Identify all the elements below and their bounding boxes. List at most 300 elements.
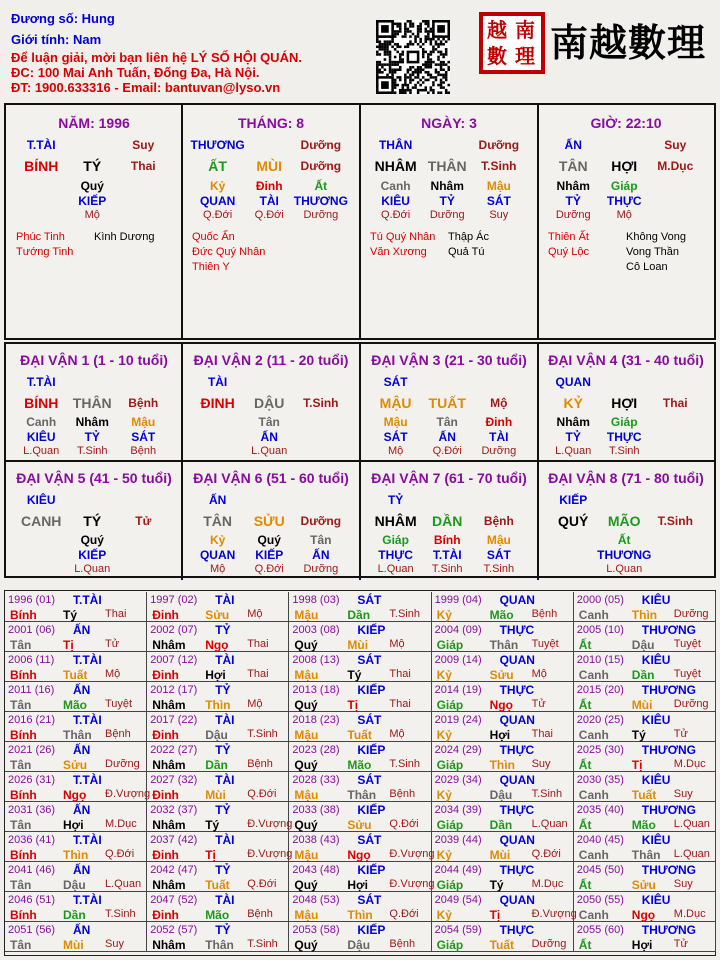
dai-van-3	[360, 344, 538, 462]
year-cell	[574, 922, 716, 952]
year-label: 1997 (02)	[150, 594, 198, 606]
year-label: 2021 (26)	[8, 744, 56, 756]
year-stem: Bính	[10, 788, 37, 802]
dai-van-hidden: Dưỡng	[481, 445, 517, 457]
year-branch: Dậu	[631, 638, 655, 652]
year-cell	[432, 802, 574, 832]
year-label: 2004 (09)	[434, 624, 482, 636]
year-branch: Tý	[347, 668, 362, 682]
dai-van-branch: SỬU	[253, 513, 285, 529]
year-label: 2028 (33)	[292, 774, 340, 786]
year-god: TÀI	[215, 653, 235, 667]
year-label: 2001 (06)	[8, 624, 56, 636]
year-branch: Thìn	[205, 698, 231, 712]
year-branch: Dậu	[347, 938, 371, 952]
year-stem: Nhâm	[152, 818, 186, 832]
year-stem: Tân	[10, 878, 32, 892]
year-cell	[432, 892, 577, 922]
year-label: 2042 (47)	[150, 864, 198, 876]
year-cell	[289, 652, 431, 682]
qr-code-icon[interactable]	[376, 20, 450, 94]
dai-van-hidden: T.Sinh	[483, 563, 515, 575]
year-branch: Tý	[631, 728, 646, 742]
year-god: T.TÀI	[73, 773, 102, 787]
hidden-stem: Nhâm	[556, 179, 590, 193]
dai-van-hidden: Nhâm	[75, 415, 109, 429]
hidden-stem: TỶ	[565, 194, 581, 208]
pillar-top-god: Dưỡng	[300, 138, 342, 152]
brand-calligraphy: 南越數理	[550, 20, 707, 65]
year-branch: Dậu	[63, 878, 86, 892]
heavenly-stem: BÍNH	[24, 158, 59, 174]
year-stem: Bính	[10, 908, 37, 922]
year-stem: Đinh	[152, 608, 179, 622]
year-cell	[5, 652, 147, 682]
year-cell	[147, 922, 289, 952]
year-cell	[432, 742, 574, 772]
year-label: 2029 (34)	[434, 774, 482, 786]
year-cell	[574, 892, 716, 922]
year-cell	[147, 802, 293, 832]
year-god: TỶ	[215, 863, 231, 877]
year-stage: Mộ	[389, 728, 405, 740]
year-stage: Tử	[105, 638, 120, 650]
year-branch: Ngọ	[205, 638, 229, 652]
year-branch: Sửu	[205, 608, 230, 622]
pillar-star: Vong Thần	[626, 246, 680, 258]
year-stage: Suy	[673, 788, 693, 800]
year-god: KIÊU	[641, 833, 671, 847]
year-branch: Mùi	[347, 638, 369, 652]
year-branch: Mão	[347, 758, 372, 772]
year-stage: Dưỡng	[105, 758, 140, 770]
year-stage: Q.Đới	[247, 878, 277, 890]
dai-van-hidden: Giáp	[382, 533, 409, 547]
year-stage: Đ.Vượng	[531, 908, 577, 920]
year-god: ẤN	[73, 923, 91, 937]
year-stage: Q.Đới	[105, 848, 135, 860]
dai-van-hidden: Mậu	[131, 415, 156, 429]
dai-van-hidden: Mộ	[387, 445, 404, 457]
dai-van-hidden: Đinh	[485, 415, 513, 429]
year-label: 2011 (16)	[8, 684, 55, 696]
year-stem: Đinh	[152, 908, 179, 922]
seal-char-4: 理	[515, 44, 535, 68]
year-label: 2020 (25)	[576, 714, 624, 726]
year-branch: Sửu	[347, 818, 372, 832]
year-label: 2006 (11)	[8, 654, 55, 666]
year-label: 2050 (55)	[576, 894, 624, 906]
year-stage: Q.Đới	[389, 818, 419, 830]
dai-van-stage: Bệnh	[128, 396, 159, 410]
dai-van-hidden: Canh	[26, 415, 57, 429]
year-stage: Thai	[247, 638, 269, 650]
year-label: 2010 (15)	[576, 654, 624, 666]
year-stem: Giáp	[436, 818, 464, 832]
year-cell	[574, 802, 716, 832]
year-god: TÀI	[215, 773, 235, 787]
seal-char-3: 數	[487, 44, 507, 68]
year-god: THỰC	[499, 683, 535, 697]
year-god: THƯƠNG	[641, 923, 696, 937]
dai-van-stem: ĐINH	[200, 395, 235, 411]
year-branch: Tuất	[631, 788, 657, 802]
year-branch: Dần	[205, 758, 228, 772]
dai-van-hidden: L.Quan	[377, 563, 414, 575]
year-god: KIẾP	[357, 923, 386, 937]
year-label: 2009 (14)	[434, 654, 482, 666]
hidden-stem: Q.Đới	[381, 209, 411, 221]
year-stage: T.Sinh	[105, 908, 136, 920]
dai-van-title: ĐẠI VẬN 8 (71 - 80 tuổi)	[548, 470, 704, 486]
year-stage: Tuyệt	[673, 638, 701, 650]
year-branch: Tuất	[205, 878, 230, 892]
year-cell	[147, 742, 289, 772]
dai-van-4	[538, 344, 714, 462]
year-label: 2038 (43)	[292, 834, 340, 846]
year-label: 2054 (59)	[434, 924, 482, 936]
year-god: TỶ	[215, 743, 231, 757]
year-label: 2014 (19)	[434, 684, 482, 696]
year-label: 2047 (52)	[150, 894, 198, 906]
year-god: ẤN	[73, 863, 91, 877]
year-stem: Tân	[10, 638, 32, 652]
year-stem: Mậu	[294, 668, 319, 682]
pillar-top-god: THÂN	[378, 138, 413, 152]
dai-van-god: TÀI	[207, 375, 228, 389]
pillar-title: NGÀY: 3	[421, 115, 477, 131]
year-god: KIẾP	[357, 743, 386, 757]
year-label: 2023 (28)	[292, 744, 340, 756]
pillar-title: THÁNG: 8	[237, 115, 305, 131]
year-stem: Mậu	[294, 908, 319, 922]
year-stem: Giáp	[436, 698, 464, 712]
year-branch: Dần	[489, 818, 513, 832]
year-label: 2044 (49)	[434, 864, 482, 876]
dai-van-stage: Bệnh	[483, 514, 514, 528]
year-god: SÁT	[357, 773, 382, 787]
year-god: KIÊU	[641, 773, 671, 787]
hidden-stem: Mậu	[486, 179, 511, 193]
year-stage: Thai	[105, 608, 127, 620]
hidden-stem: THỰC	[606, 194, 642, 208]
pillar-top-god: T.TÀI	[26, 138, 56, 152]
dai-van-god: T.TÀI	[26, 375, 56, 389]
year-god: THƯƠNG	[641, 623, 696, 637]
dai-van-title: ĐẠI VẬN 3 (21 - 30 tuổi)	[371, 352, 527, 368]
dai-van-hidden: Ất	[617, 533, 631, 547]
year-stage: L.Quan	[673, 818, 710, 830]
year-stage: L.Quan	[531, 818, 568, 830]
dai-van-hidden: Mậu	[486, 533, 511, 547]
year-label: 2005 (10)	[576, 624, 624, 636]
year-stem: Nhâm	[152, 638, 186, 652]
year-stage: Bệnh	[247, 758, 273, 770]
year-god: T.TÀI	[73, 713, 102, 727]
dai-van-hidden: Mộ	[209, 563, 226, 575]
year-cell	[5, 622, 147, 652]
year-god: KIÊU	[641, 653, 671, 667]
dai-van-god: SÁT	[383, 375, 408, 389]
year-stage: Bệnh	[389, 938, 416, 950]
year-god: ẤN	[73, 683, 91, 697]
year-stage: Thai	[389, 698, 411, 710]
year-stage: L.Quan	[105, 878, 142, 890]
year-cell	[574, 682, 716, 712]
year-god: TÀI	[215, 593, 235, 607]
year-branch: Sửu	[63, 758, 88, 772]
year-stem: Kỷ	[436, 848, 452, 862]
year-branch: Mão	[63, 698, 87, 712]
year-stage: M.Dục	[673, 908, 706, 920]
year-branch: Tý	[489, 878, 504, 892]
year-branch: Mão	[205, 908, 230, 922]
dai-van-1	[6, 344, 182, 462]
year-label: 2036 (41)	[8, 834, 56, 846]
year-god: T.TÀI	[73, 653, 102, 667]
year-branch: Hợi	[631, 938, 653, 952]
year-label: 2002 (07)	[150, 624, 198, 636]
year-cell	[147, 592, 289, 622]
year-cell	[289, 922, 431, 952]
year-cell	[574, 592, 716, 622]
dai-van-title: ĐẠI VẬN 6 (51 - 60 tuổi)	[193, 470, 349, 486]
year-branch: Mùi	[205, 788, 226, 802]
year-god: QUAN	[499, 833, 535, 847]
year-stem: Ất	[578, 818, 592, 832]
year-branch: Thìn	[63, 848, 89, 862]
year-cell	[147, 832, 293, 862]
year-label: 2003 (08)	[292, 624, 340, 636]
pillar-star: Tú Quý Nhân	[370, 231, 436, 243]
year-stage: Tử	[673, 728, 688, 740]
year-god: KIẾP	[357, 863, 386, 877]
year-stem: Quý	[294, 698, 318, 712]
year-stem: Nhâm	[152, 878, 186, 892]
year-branch: Thìn	[489, 758, 515, 772]
year-god: T.TÀI	[73, 833, 102, 847]
year-cell	[432, 592, 574, 622]
year-stem: Bính	[10, 608, 37, 622]
heavenly-stem: ẤT	[208, 158, 227, 174]
year-stem: Bính	[10, 668, 37, 682]
dai-van-branch: THÂN	[72, 395, 112, 411]
year-label: 1996 (01)	[8, 594, 56, 606]
dai-van-stem: QUÝ	[558, 513, 589, 529]
dai-van-hidden: ẤN	[260, 430, 278, 444]
year-label: 2015 (20)	[576, 684, 624, 696]
dai-van-title: ĐẠI VẬN 4 (31 - 40 tuổi)	[548, 352, 704, 368]
dai-van-5	[6, 462, 182, 580]
dai-van-hidden: L.Quan	[606, 563, 643, 575]
year-cell	[289, 712, 431, 742]
pillar-top-god: Dưỡng	[478, 138, 520, 152]
dai-van-god: KIẾP	[559, 493, 588, 507]
year-cell	[289, 892, 431, 922]
year-god: THỰC	[499, 743, 535, 757]
year-god: QUAN	[499, 713, 535, 727]
year-cell	[147, 712, 289, 742]
year-stage: Mộ	[247, 698, 263, 710]
dai-van-hidden: SÁT	[131, 430, 156, 444]
pillar-3	[360, 105, 538, 338]
contact-phone-email: ĐT: 1900.633316 - Email: bantuvan@lyso.vn	[11, 80, 281, 95]
year-stem: Giáp	[436, 758, 464, 772]
year-label: 2008 (13)	[292, 654, 340, 666]
year-god: THỰC	[499, 923, 535, 937]
year-branch: Hợi	[347, 878, 368, 892]
year-stem: Tân	[10, 758, 32, 772]
year-god: T.TÀI	[73, 593, 102, 607]
dai-van-god: ẤN	[208, 493, 227, 507]
heavenly-stem: NHÂM	[374, 158, 417, 174]
dai-van-hidden: Tân	[258, 415, 280, 429]
dai-van-branch: DẦN	[432, 513, 463, 529]
dai-van-hidden: Giáp	[610, 415, 638, 429]
year-cell	[147, 622, 289, 652]
year-branch: Tị	[631, 758, 643, 772]
year-branch: Thìn	[631, 608, 658, 622]
year-branch: Thân	[347, 788, 377, 802]
year-stem: Đinh	[152, 788, 179, 802]
year-stem: Nhâm	[152, 698, 186, 712]
year-cell	[5, 832, 147, 862]
dai-van-hidden: SÁT	[383, 430, 408, 444]
dai-van-hidden: T.Sinh	[431, 563, 463, 575]
dai-van-hidden: QUAN	[199, 548, 236, 562]
year-branch: Dần	[347, 608, 371, 622]
year-label: 2019 (24)	[434, 714, 482, 726]
year-cell	[147, 682, 289, 712]
year-cell	[5, 862, 147, 892]
dai-van-hidden: Kỷ	[209, 533, 226, 547]
year-stage: Đ.Vượng	[105, 788, 151, 800]
dai-van-hidden: ẤN	[438, 430, 456, 444]
pillar-star: Tướng Tinh	[16, 246, 74, 258]
seal-char-2: 南	[515, 18, 535, 42]
dai-van-hidden: THƯƠNG	[597, 548, 652, 562]
hidden-stem: Nhâm	[430, 179, 464, 193]
year-stage: T.Sinh	[531, 788, 563, 800]
pillar-star: Quả Tú	[448, 246, 485, 258]
dai-van-god: TỶ	[387, 493, 404, 507]
pillar-1	[6, 105, 182, 338]
year-branch: Thân	[63, 728, 92, 742]
year-stage: Q.Đới	[247, 788, 277, 800]
dai-van-hidden: Quý	[80, 533, 104, 547]
year-cell	[5, 712, 147, 742]
year-stem: Tân	[10, 938, 32, 952]
earthly-branch: HỢI	[611, 158, 638, 174]
year-cell	[574, 772, 716, 802]
year-stem: Kỷ	[436, 788, 452, 802]
year-label: 2049 (54)	[434, 894, 482, 906]
pillar-top-god: THƯƠNG	[190, 138, 245, 152]
year-stem: Ất	[578, 878, 592, 892]
year-cell	[147, 892, 289, 922]
dai-van-title: ĐẠI VẬN 1 (1 - 10 tuổi)	[20, 352, 168, 368]
dai-van-hidden: Nhâm	[556, 415, 590, 429]
pillar-title: GIỜ: 22:10	[590, 115, 662, 131]
year-god: THƯƠNG	[641, 683, 696, 697]
year-cell	[5, 682, 147, 712]
year-label: 2032 (37)	[150, 804, 198, 816]
year-cell	[147, 862, 289, 892]
year-stem: Quý	[294, 638, 318, 652]
year-branch: Mão	[631, 818, 656, 832]
pillar-star: Kình Dương	[94, 231, 155, 243]
dai-van-hidden: Bệnh	[130, 445, 157, 457]
year-label: 2040 (45)	[576, 834, 624, 846]
year-cell	[432, 922, 574, 952]
year-stem: Canh	[578, 908, 609, 922]
year-stem: Bính	[10, 848, 37, 862]
dai-van-branch: TUẤT	[428, 395, 466, 411]
year-stage: Q.Đới	[531, 848, 561, 860]
year-label: 2022 (27)	[150, 744, 198, 756]
year-stage: M.Dục	[531, 878, 564, 890]
year-branch: Thân	[489, 638, 519, 652]
year-branch: Ngọ	[63, 788, 87, 802]
contact-address: ĐC: 100 Mai Anh Tuấn, Đống Đa, Hà Nội.	[11, 65, 260, 80]
dai-van-hidden: ẤN	[312, 548, 330, 562]
hidden-stem: TỶ	[439, 194, 455, 208]
year-cell	[432, 652, 574, 682]
year-god: KIÊU	[641, 713, 671, 727]
life-stage: M.Dục	[657, 159, 694, 173]
year-god: TỶ	[215, 803, 231, 817]
year-branch: Tuất	[347, 728, 372, 742]
header	[0, 0, 720, 100]
pillar-star: Quý Lộc	[548, 246, 589, 258]
owner-name: Đương số: Hung	[11, 11, 115, 26]
earthly-branch: TÝ	[83, 158, 102, 174]
dai-van-hidden: TỶ	[84, 430, 100, 444]
year-stem: Canh	[578, 608, 609, 622]
year-stem: Ất	[578, 758, 592, 772]
year-god: T.TÀI	[73, 893, 102, 907]
year-branch: Thân	[205, 938, 234, 952]
dai-van-hidden: SÁT	[486, 548, 511, 562]
dai-van-hidden: KIẾP	[78, 548, 107, 562]
year-stem: Ất	[578, 698, 592, 712]
dai-van-6	[182, 462, 360, 580]
pillar-star: Thập Ác	[448, 231, 489, 243]
dai-van-hidden: KIẾP	[255, 548, 284, 562]
dai-van-branch: MÃO	[607, 513, 641, 529]
year-stage: Mộ	[389, 638, 405, 650]
year-label: 2051 (56)	[8, 924, 56, 936]
dai-van-stem: KỶ	[563, 395, 583, 411]
year-god: ẤN	[73, 623, 91, 637]
dai-van-panel	[4, 342, 716, 578]
life-stage: T.Sinh	[481, 159, 517, 173]
year-stage: Đ.Vượng	[389, 878, 435, 890]
hidden-stem: KIÊU	[381, 194, 410, 208]
dai-van-hidden: Q.Đới	[432, 445, 462, 457]
pillar-star: Phúc Tinh	[16, 231, 65, 243]
year-god: KIẾP	[357, 683, 386, 697]
year-branch: Mùi	[63, 938, 84, 952]
year-label: 2048 (53)	[292, 894, 340, 906]
year-god: QUAN	[499, 653, 535, 667]
dai-van-hidden: TÀI	[489, 430, 509, 444]
year-stem: Giáp	[436, 878, 464, 892]
dai-van-stage: T.Sinh	[657, 514, 693, 528]
year-stem: Canh	[578, 788, 609, 802]
year-cell	[289, 862, 435, 892]
year-stem: Canh	[578, 668, 609, 682]
